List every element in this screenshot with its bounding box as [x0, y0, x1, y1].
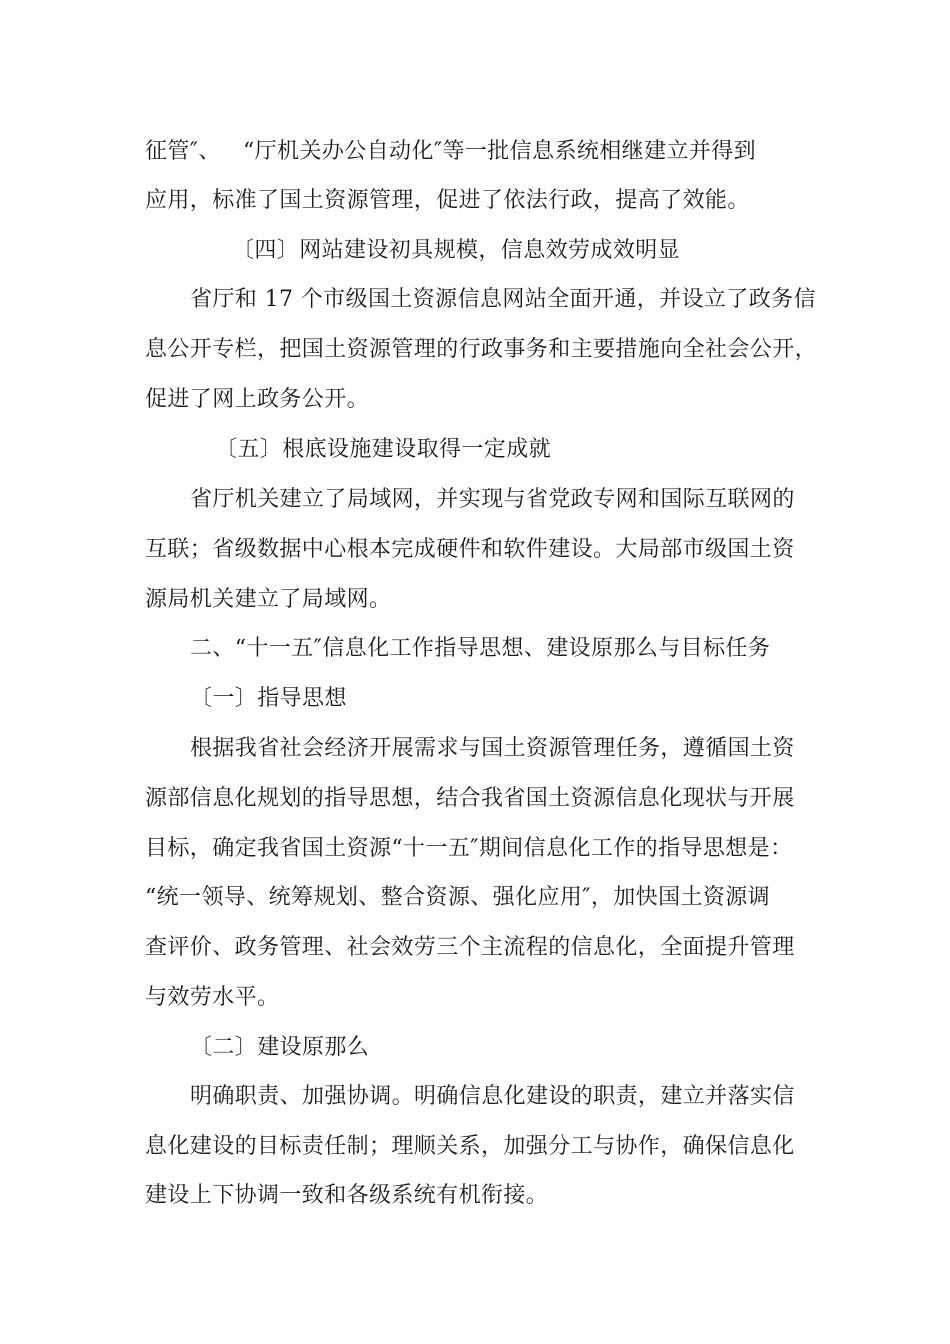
body-text-line: 源局机关建立了局域网。	[145, 587, 392, 612]
body-text-line: 目标，确定我省国土资源“十一五″期间信息化工作的指导思想是：	[145, 836, 793, 861]
body-text-line: 息化建设的目标责任制；理顺关系，加强分工与协作，确保信息化	[145, 1134, 795, 1159]
section-heading: 〔四〕网站建设初具规模，信息效劳成效明显	[232, 238, 681, 263]
body-text-line: 根据我省社会经济开展需求与国土资源管理任务，遵循国土资	[190, 736, 795, 761]
body-text-line: “统一领导、统筹规划、整合资源、强化应用″，加快国土资源调	[145, 885, 771, 910]
section-heading: 〔二〕建设原那么	[190, 1035, 370, 1060]
body-text-line: 征管″、 “厅机关办公自动化″等一批信息系统相继建立并得到	[145, 139, 757, 164]
body-text-line: 省厅机关建立了局域网，并实现与省党政专网和国际互联网的	[190, 487, 795, 512]
body-text-line: 息公开专栏，把国土资源管理的行政事务和主要措施向全社会公开，	[145, 337, 818, 362]
body-text-line: 查评价、政务管理、社会效劳三个主流程的信息化，全面提升管理	[145, 935, 795, 960]
section-heading: 〔一〕指导思想	[190, 686, 347, 711]
chapter-heading: 二、“十一五″信息化工作指导思想、建设原那么与目标任务	[190, 636, 771, 661]
body-text-line: 源部信息化规划的指导思想，结合我省国土资源信息化现状与开展	[145, 786, 795, 811]
body-text-line: 明确职责、加强协调。明确信息化建设的职责，建立并落实信	[190, 1084, 795, 1109]
body-text-line: 互联；省级数据中心根本完成硬件和软件建设。大局部市级国土资	[145, 537, 795, 562]
body-text-line: 建设上下协调一致和各级系统有机衔接。	[145, 1183, 549, 1208]
body-text-line: 促进了网上政务公开。	[145, 387, 370, 412]
body-text-line: 与效劳水平。	[145, 985, 280, 1010]
section-heading: 〔五〕根底设施建设取得一定成就	[215, 437, 552, 462]
body-text-line: 应用，标准了国土资源管理，促进了依法行政，提高了效能。	[145, 188, 750, 213]
body-text-line: 省厅和 17 个市级国土资源信息网站全面开通，并设立了政务信	[190, 287, 816, 312]
